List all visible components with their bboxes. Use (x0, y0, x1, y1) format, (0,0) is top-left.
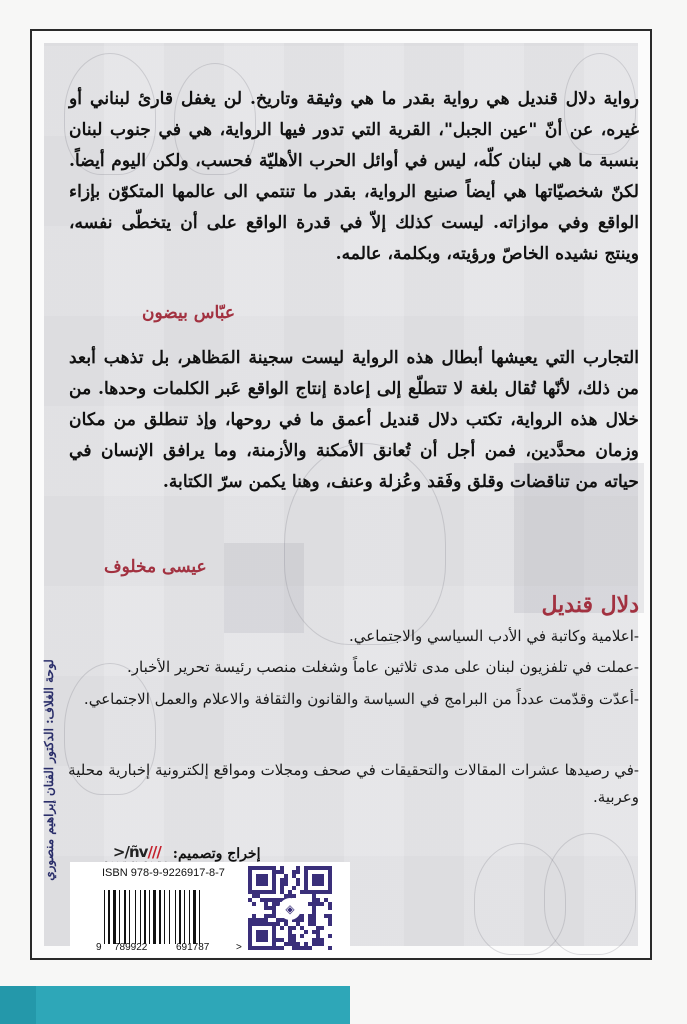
barcode-digits-left: 789922 (114, 942, 148, 953)
barcode-bar (144, 890, 146, 944)
barcode-bar (166, 890, 168, 944)
barcode (104, 884, 234, 944)
barcode-bar (111, 890, 112, 944)
barcode-bar (140, 890, 141, 944)
barcode-bar (157, 890, 158, 944)
signature-issa-makhlouf: عيسى مخلوف (104, 557, 207, 577)
barcode-bar (151, 890, 152, 944)
barcode-bar (149, 890, 150, 944)
blurb-paragraph-1: رواية دلال قنديل هي رواية بقدر ما هي وثيقة وتاريخ. لن يغفل قارئ لبناني أو غيره، عن أنّ "عين الجبل"، القرية التي تدور فيها الرواية، هي في جنوب لبنان بنسبة ما هي لبنان كلّه، ليس في أوائل الحرب الأهليّة فحسب، ولكن اليوم أيضاً. لكنّ شخصيّاتها هي أيضاً صنيع الرواية، بقدر ما تنتمي الى عالمها المتكوّن بإزاء الواقع وفي موازاته. ليست كذلك إلاّ في قدرة الواقع على أن يتخطّى نفسه، وينتج نشيده الخاصّ ورؤيته، وبكلمة، عالمه. (69, 89, 639, 264)
studio-logo-mark: ///ñv/< (112, 843, 161, 861)
barcode-bar (104, 890, 105, 944)
author-name-heading: دلال قنديل (541, 592, 639, 618)
art-tile (224, 543, 304, 633)
barcode-digits-right: 691787 (176, 942, 210, 953)
barcode-bar (124, 890, 126, 944)
barcode-bar (147, 890, 148, 944)
barcode-bar (182, 890, 183, 944)
barcode-bar (108, 890, 110, 944)
author-bio-line: -عملت في تلفزيون لبنان على مدى ثلاثين عاماً وشغلت منصب رئيسة تحرير الأخبار. (127, 658, 639, 676)
barcode-bar (177, 890, 178, 944)
barcode-bar (191, 890, 192, 944)
barcode-bar (179, 890, 181, 944)
publisher-logo-icon: ◈ (279, 898, 301, 920)
barcode-bar (184, 890, 185, 944)
barcode-bar (201, 890, 203, 944)
barcode-bar (193, 890, 196, 944)
barcode-bar (113, 890, 116, 944)
barcode-bar (159, 890, 161, 944)
barcode-bar (127, 890, 128, 944)
spine-color-strip (0, 986, 350, 1024)
face-sketch (544, 833, 636, 955)
barcode-bar (129, 890, 130, 944)
barcode-bar (164, 890, 165, 944)
blurb-paragraph-2: التجارب التي يعيشها أبطال هذه الرواية ليست سجينة المَظاهر، بل تذهب أبعد من ذلك، لأنّها تُقال بلغة لا تتطلّع إلى إعادة إنتاج الواقع عَبر الكلمات وحدها. من خلال هذه الرواية، تكتب دلال قنديل أعمق ما في روحها، وإذ تنطلق من مكان وزمان محدَّدين، فمن أجل أن تُعانق الأمكنة والأزمنة، وما يرافق الإنسان في حياته من تناقضات وقلق وفَقد وعُزلة وعنف، وهنا يكمن سرّ الكتابة. (69, 348, 639, 492)
barcode-bar (131, 890, 134, 944)
barcode-bar (199, 890, 200, 944)
barcode-bar (117, 890, 118, 944)
barcode-bar (137, 890, 139, 944)
barcode-bar (169, 890, 170, 944)
barcode-bar (153, 890, 156, 944)
barcode-bar (121, 890, 123, 944)
barcode-bar (171, 890, 174, 944)
barcode-bar (142, 890, 143, 944)
isbn-label: ISBN 978-9-9226917-8-7 (102, 867, 225, 879)
author-bio-line: -اعلامية وكاتبة في الأدب السياسي والاجتماعي. (349, 627, 639, 645)
isbn-block (70, 862, 350, 957)
barcode-bar (189, 890, 190, 944)
barcode-bar (186, 890, 188, 944)
barcode-bar (197, 890, 198, 944)
author-bio-line: -أعدّت وقدّمت عدداً من البرامج في السياسة والقانون والثقافة والاعلام والعمل الاجتماعي. (83, 690, 639, 708)
design-credit-label: إخراج وتصميم: (172, 846, 261, 862)
barcode-bar (119, 890, 120, 944)
barcode-bar (106, 890, 107, 944)
barcode-quiet-mark: > (236, 942, 242, 953)
barcode-digit-lead: 9 (96, 942, 102, 953)
barcode-bar (175, 890, 176, 944)
barcode-bar (135, 890, 136, 944)
cover-art-credit: لوحة الغلاف: الدكتور الفنان إبراهيم منصوري (42, 659, 56, 881)
barcode-bar (162, 890, 163, 944)
spine-edge (0, 986, 36, 1024)
author-bio-line: -في رصيدها عشرات المقالات والتحقيقات في صحف ومجلات ومواقع إلكترونية إخبارية محلية وعربية. (68, 761, 639, 806)
signature-abbas-beydoun: عبّاس بيضون (142, 303, 235, 323)
